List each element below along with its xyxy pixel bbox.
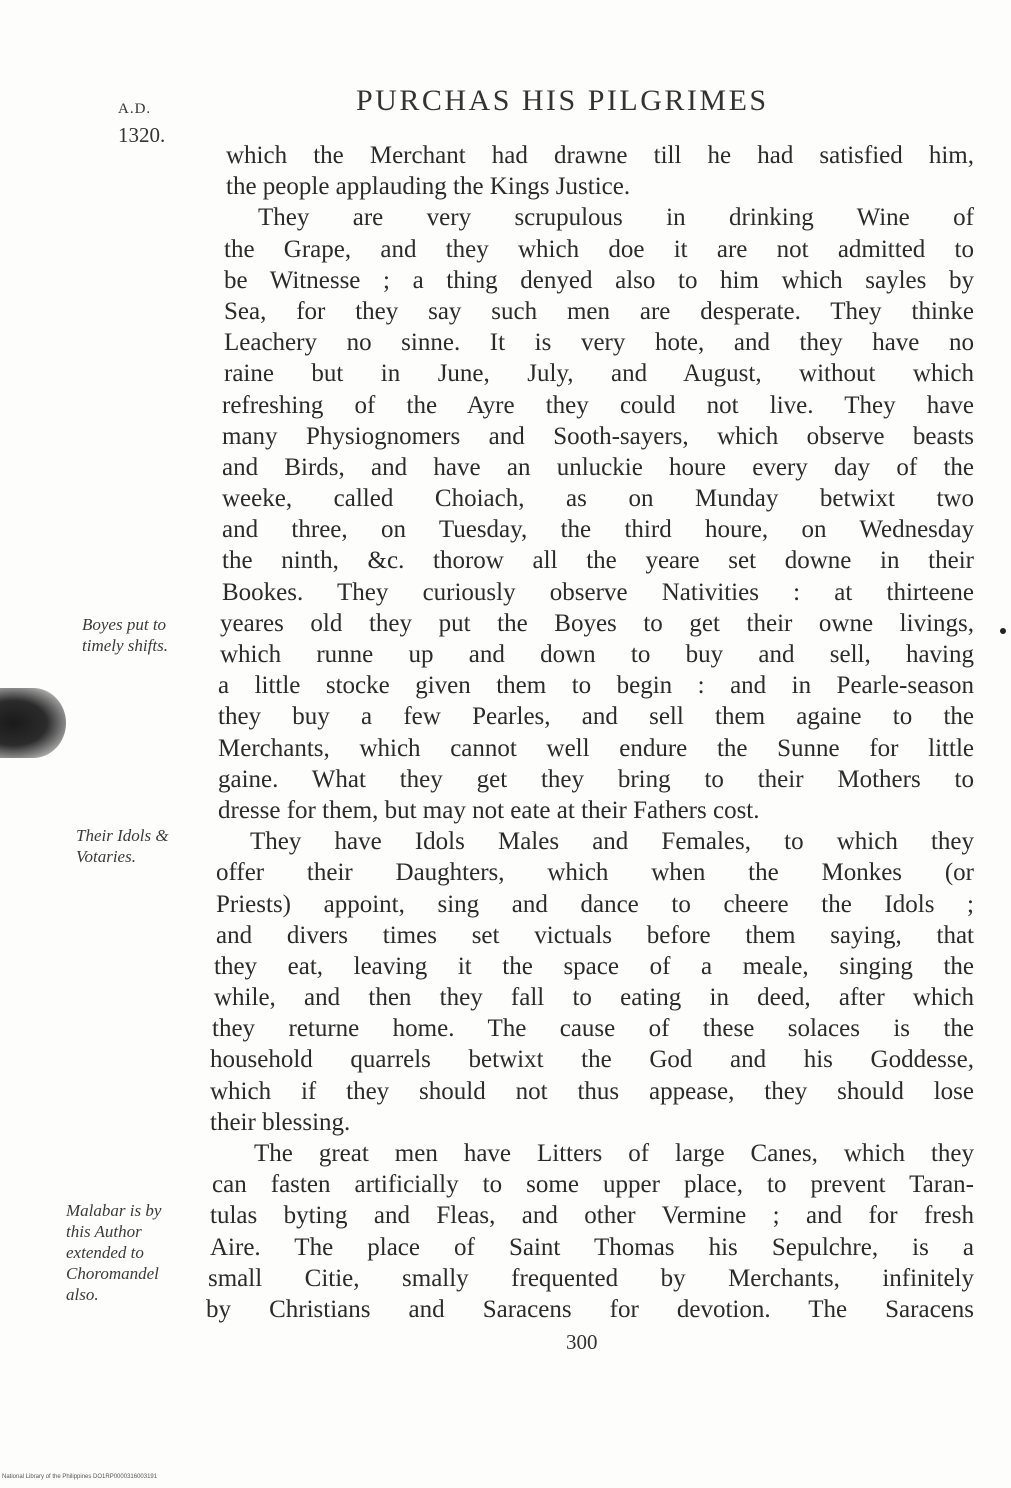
text-line: household quarrels betwixt the God and his Goddesse,: [210, 1046, 974, 1074]
margin-note-line: Malabar is by: [66, 1201, 162, 1220]
text-line: Priests) appoint, sing and dance to cheere the Idols ;: [216, 890, 974, 918]
text-line: and Birds, and have an unluckie houre every day of the: [222, 453, 974, 481]
text-line: while, and then they fall to eating in deed, after which: [214, 984, 974, 1012]
margin-note-line: Boyes put to: [82, 615, 167, 634]
text-line: offer their Daughters, which when the Monkes (or: [216, 859, 974, 887]
margin-note-line: timely shifts.: [82, 636, 168, 655]
text-line: Bookes. They curiously observe Nativities : at thirteene: [222, 578, 974, 606]
text-line: Sea, for they say such men are desperate. They thinke: [224, 297, 974, 325]
margin-note-line: extended to: [66, 1243, 144, 1262]
body-text: [204, 140, 974, 1325]
text-line: the Grape, and they which doe it are not admitted to: [224, 235, 974, 263]
text-line: raine but in June, July, and August, without which: [224, 360, 974, 388]
text-line: Aire. The place of Saint Thomas his Sepulchre, is a: [210, 1233, 974, 1261]
margin-note-idols: [76, 825, 216, 867]
text-line: the people applauding the Kings Justice.: [226, 173, 631, 201]
margin-note-line: Choromandel: [66, 1264, 159, 1283]
margin-note-line: Their Idols &: [76, 826, 169, 845]
text-line: yeares old they put the Boyes to get their owne livings,: [220, 609, 974, 637]
text-line: The great men have Litters of large Canes, which they: [254, 1140, 974, 1167]
ink-speck: [1000, 628, 1006, 634]
text-line: which the Merchant had drawne till he had satisfied him,: [226, 142, 974, 169]
text-line: refreshing of the Ayre they could not live. They have: [222, 391, 974, 419]
text-line: gaine. What they get they bring to their Mothers to: [218, 765, 974, 793]
text-line: weeke, called Choiach, as on Munday betwixt two: [222, 485, 974, 513]
text-line: by Christians and Saracens for devotion. The Saracens: [206, 1295, 974, 1323]
margin-note-line: this Author: [66, 1222, 142, 1241]
text-line: can fasten artificially to some upper place, to prevent Taran-: [212, 1171, 974, 1199]
text-line: small Citie, smally frequented by Merchants, infinitely: [208, 1264, 974, 1292]
text-line: they returne home. The cause of these solaces is the: [212, 1015, 974, 1043]
running-title: PURCHAS HIS PILGRIMES: [356, 84, 769, 117]
library-stamp: National Library of the Philippines DO1RP0000316003191: [2, 1474, 158, 1480]
text-line: Leachery no sinne. It is very hote, and they have no: [224, 329, 974, 357]
text-line: the ninth, &c. thorow all the yeare set downe in their: [222, 547, 974, 575]
text-line: be Witnesse ; a thing denyed also to him which sayles by: [224, 266, 974, 294]
margin-note-line: also.: [66, 1285, 99, 1304]
text-line: which if they should not thus appease, they should lose: [210, 1077, 974, 1105]
margin-note-malabar: [66, 1200, 206, 1305]
year-label: 1320.: [118, 123, 166, 147]
text-line: They are very scrupulous in drinking Wine of: [258, 204, 974, 232]
page-number: 300: [566, 1330, 598, 1354]
text-line: a little stocke given them to begin : and in Pearle-season: [218, 672, 974, 700]
text-line: Merchants, which cannot well endure the Sunne for little: [218, 734, 974, 762]
ad-label: A.D.: [118, 101, 152, 117]
text-line: They have Idols Males and Females, to which they: [250, 828, 974, 856]
text-line: many Physiognomers and Sooth-sayers, which observe beasts: [222, 422, 974, 450]
year-marginal: [118, 96, 188, 148]
text-line: their blessing.: [210, 1108, 351, 1136]
text-line: and divers times set victuals before them saying, that: [216, 921, 974, 949]
text-line: tulas byting and Fleas, and other Vermine ; and for fresh: [210, 1202, 974, 1230]
text-line: they buy a few Pearles, and sell them againe to the: [218, 703, 974, 731]
text-line: which runne up and down to buy and sell, having: [220, 641, 974, 668]
text-line: dresse for them, but may not eate at their Fathers cost.: [218, 796, 760, 824]
margin-note-line: Votaries.: [76, 847, 136, 866]
text-line: and three, on Tuesday, the third houre, on Wednesday: [222, 516, 974, 544]
margin-note-boyes: [82, 614, 222, 656]
page-edge-shadow: [0, 688, 66, 758]
text-line: they eat, leaving it the space of a meale, singing the: [214, 952, 974, 980]
